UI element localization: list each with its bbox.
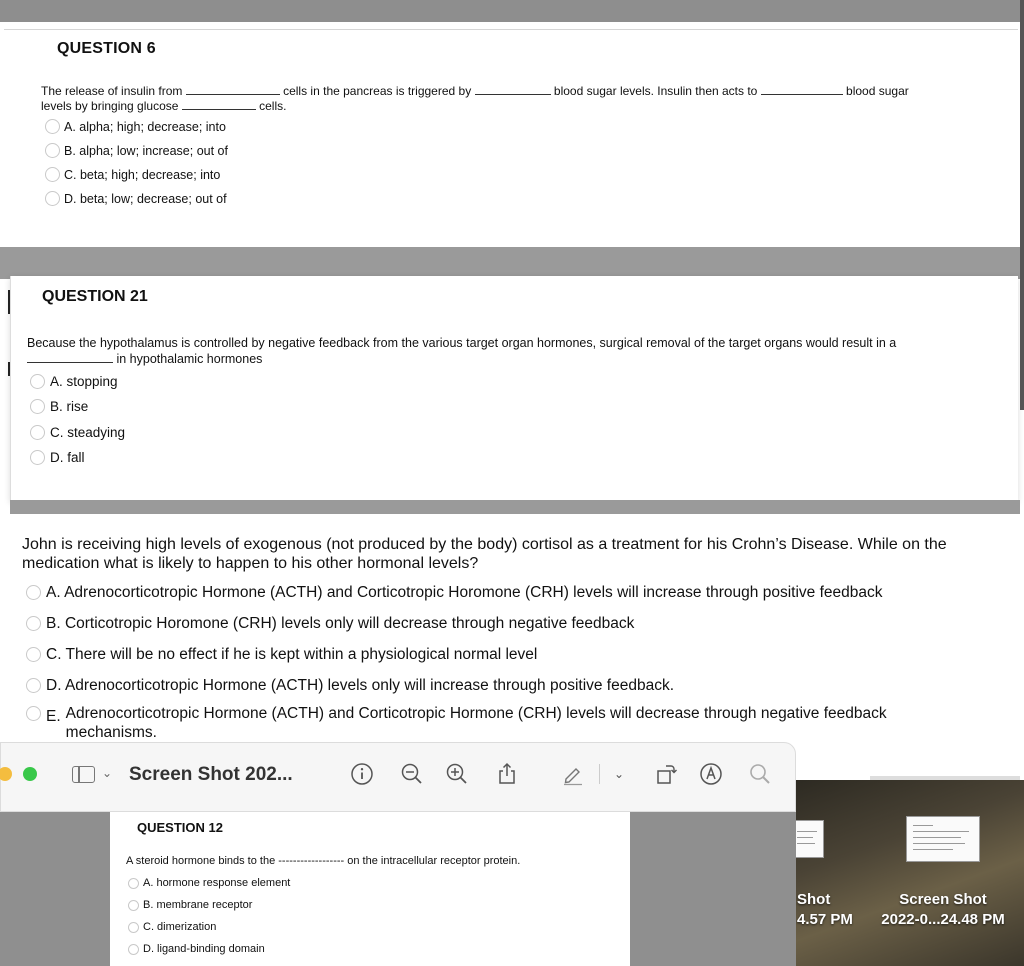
radio-button[interactable] [128,900,139,911]
answer-blank [761,85,843,95]
answer-blank [27,353,113,363]
radio-button[interactable] [26,647,41,662]
cortisol-option-a[interactable] [26,583,986,602]
radio-button[interactable] [128,944,139,955]
q21-option-a[interactable] [30,374,118,389]
desktop-label-fragment [870,776,1020,780]
option-label: C. beta; high; decrease; into [64,167,221,182]
option-label: D. Adrenocorticotropic Hormone (ACTH) levels only will increase through positive feedback. [46,677,675,694]
file-label-line: 2022-0...24.48 PM [881,911,1005,928]
option-label: A. Adrenocorticotropic Hormone (ACTH) and Corticotropic Horomone (CRH) levels will increase through positive feedback [46,584,883,601]
q21-option-b[interactable] [30,399,88,414]
desktop-wallpaper [796,780,1024,966]
cortisol-option-d[interactable] [26,676,986,695]
radio-button[interactable] [26,585,41,600]
radio-button[interactable] [45,191,60,206]
q21-option-c[interactable] [30,425,125,440]
radio-button[interactable] [45,119,60,134]
question-12-text: A steroid hormone binds to the ------------------ on the intracellular receptor protein. [126,855,521,867]
scrollbar[interactable] [1020,0,1024,410]
zoom-window-button[interactable] [23,767,37,781]
desktop-file-label[interactable] [868,890,1018,930]
radio-button[interactable] [30,450,45,465]
option-label: D. ligand-binding domain [143,943,265,955]
q6-text-part: cells in the pancreas is triggered by [283,84,472,98]
option-label: C. There will be no effect if he is kept within a physiological normal level [46,646,538,663]
chevron-down-icon[interactable]: ⌄ [613,767,625,781]
option-label: D. fall [50,450,85,465]
window-edge-mark [8,290,10,314]
option-label: Adrenocorticotropic Hormone (ACTH) and Corticotropic Hormone (CRH) levels will decrease through negative feedback mechanisms. [65,705,887,741]
option-letter: E. [46,708,61,725]
q21-text-line: Because the hypothalamus is controlled by negative feedback from the various target organ hormones, surgical removal of the target organs would result in a [27,336,897,350]
q6-option-c[interactable] [45,167,220,182]
window-title[interactable]: Screen Shot 202... [129,764,293,785]
question-21-title: QUESTION 21 [42,288,148,305]
option-label: B. alpha; low; increase; out of [64,143,228,158]
q6-text-part: The release of insulin from [41,84,183,98]
option-label: A. hormone response element [143,877,291,889]
option-label: C. dimerization [143,921,217,933]
option-label: C. steadying [50,425,126,440]
radio-button[interactable] [30,374,45,389]
question-21-card [10,276,1018,501]
question-21-text [27,335,1012,367]
q21-text-line: in hypothalamic hormones [116,352,263,366]
screenshot-file-thumbnail[interactable] [906,816,980,862]
top-grey-bar [0,0,1020,22]
grey-separator [0,247,1020,279]
q6-text-part: blood sugar [846,84,909,98]
option-label: B. membrane receptor [143,899,253,911]
option-label: A. stopping [50,374,118,389]
window-edge-mark [8,362,10,376]
search-icon[interactable] [748,762,772,786]
rotate-icon[interactable] [654,762,678,786]
radio-button[interactable] [26,678,41,693]
q6-option-a[interactable] [45,119,226,134]
divider [4,29,1018,30]
cortisol-option-c[interactable] [26,645,986,664]
answer-blank [182,100,256,110]
q12-option-d[interactable] [128,943,265,955]
radio-button[interactable] [26,616,41,631]
option-label: D. beta; low; decrease; out of [64,191,227,206]
q6-text-part: blood sugar levels. Insulin then acts to [553,84,758,98]
q12-option-c[interactable] [128,921,216,933]
answer-blank [475,85,551,95]
toolbar-separator [599,764,600,784]
radio-button[interactable] [128,922,139,933]
q6-option-b[interactable] [45,143,228,158]
option-label: B. Corticotropic Horomone (CRH) levels only will decrease through negative feedback [46,615,635,632]
question-6-text [41,84,991,113]
cortisol-question-text: John is receiving high levels of exogenous (not produced by the body) cortisol as a treatment for his Crohn’s Disease. While on the medication what is likely to happen to his other hormonal levels? [22,536,947,572]
file-label-line: 4.57 PM [797,911,853,928]
zoom-out-icon[interactable] [400,762,424,786]
chevron-down-icon[interactable]: ⌄ [102,766,113,780]
radio-button[interactable] [26,706,41,721]
radio-button[interactable] [30,399,45,414]
file-label-line: Shot [797,891,831,908]
option-label: B. rise [50,399,89,414]
cortisol-option-e[interactable] [26,704,986,742]
q12-option-b[interactable] [128,899,252,911]
zoom-in-icon[interactable] [445,762,469,786]
cortisol-option-b[interactable] [26,614,986,633]
question-12-title: QUESTION 12 [137,820,223,835]
markup-pen-icon[interactable] [561,762,585,786]
answer-blank [186,85,280,95]
file-label-line: Screen Shot [899,891,987,908]
desktop-file-label[interactable] [797,890,853,930]
sidebar-icon[interactable] [72,766,95,783]
q6-text-part: levels by bringing glucose [41,98,179,113]
option-label: A. alpha; high; decrease; into [64,119,226,134]
q6-text-part: cells. [259,98,287,113]
radio-button[interactable] [128,878,139,889]
info-icon[interactable] [350,762,374,786]
q6-option-d[interactable] [45,191,227,206]
radio-button[interactable] [30,425,45,440]
grey-separator [10,500,1020,514]
q21-option-d[interactable] [30,450,85,465]
share-icon[interactable] [495,762,519,786]
q12-option-a[interactable] [128,877,290,889]
radio-button[interactable] [45,143,60,158]
question-6-title: QUESTION 6 [57,40,156,57]
annotate-icon[interactable] [699,762,723,786]
radio-button[interactable] [45,167,60,182]
